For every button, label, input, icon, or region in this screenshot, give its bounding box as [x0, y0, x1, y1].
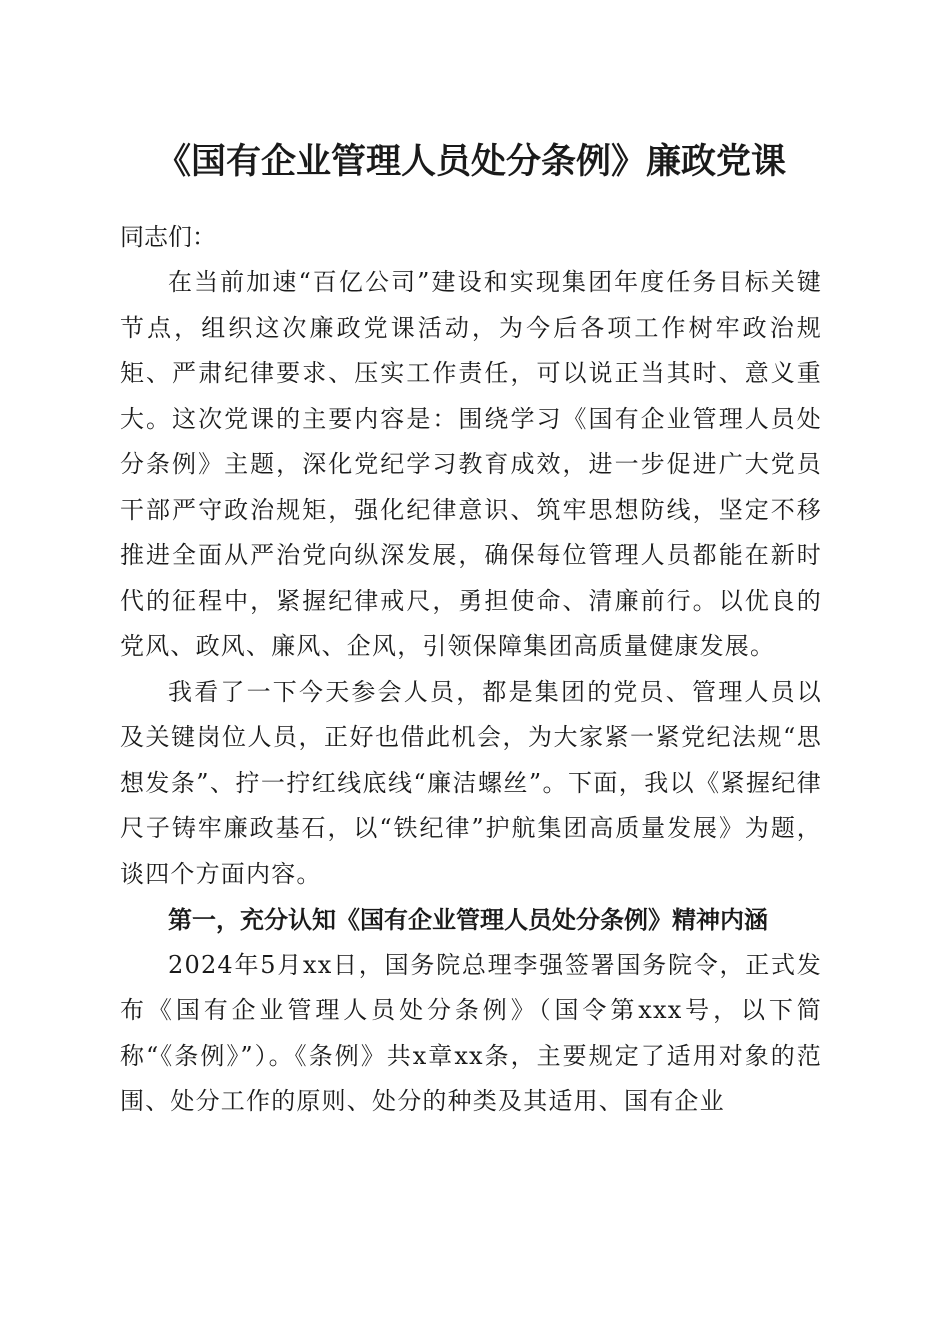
paragraph-topic: 我看了一下今天参会人员，都是集团的党员、管理人员以及关键岗位人员，正好也借此机会，为大家紧一紧党纪法规“思想发条”、拧一拧红线底线“廉洁螺丝”。下面，我以《紧握纪律尺子铸牢廉政基石，以“铁纪律”护航集团高质量发展》为题，谈四个方面内容。	[120, 677, 822, 888]
document-page	[120, 135, 822, 1125]
greeting: 同志们：	[120, 223, 216, 251]
document-title: 《国有企业管理人员处分条例》廉政党课	[155, 141, 786, 182]
paragraph-section-one: 2024年5月xx日，国务院总理李强签署国务院令，正式发布《国有企业管理人员处分条例》（国令第xxx号，以下简称“《条例》”）。《条例》共x章xx条，主要规定了适用对象的范围、处分工作的原则、处分的种类及其适用、国有企业	[120, 950, 822, 1115]
section-heading: 第一，充分认知《国有企业管理人员处分条例》精神内涵	[168, 905, 768, 934]
paragraph-intro: 在当前加速“百亿公司”建设和实现集团年度任务目标关键节点，组织这次廉政党课活动，为今后各项工作树牢政治规矩、严肃纪律要求、压实工作责任，可以说正当其时、意义重大。这次党课的主要内容是：围绕学习《国有企业管理人员处分条例》主题，深化党纪学习教育成效，进一步促进广大党员干部严守政治规矩，强化纪律意识、筑牢思想防线，坚定不移推进全面从严治党向纵深发展，确保每位管理人员都能在新时代的征程中，紧握纪律戒尺，勇担使命、清廉前行。以优良的党风、政风、廉风、企风，引领保障集团高质量健康发展。	[120, 268, 822, 660]
